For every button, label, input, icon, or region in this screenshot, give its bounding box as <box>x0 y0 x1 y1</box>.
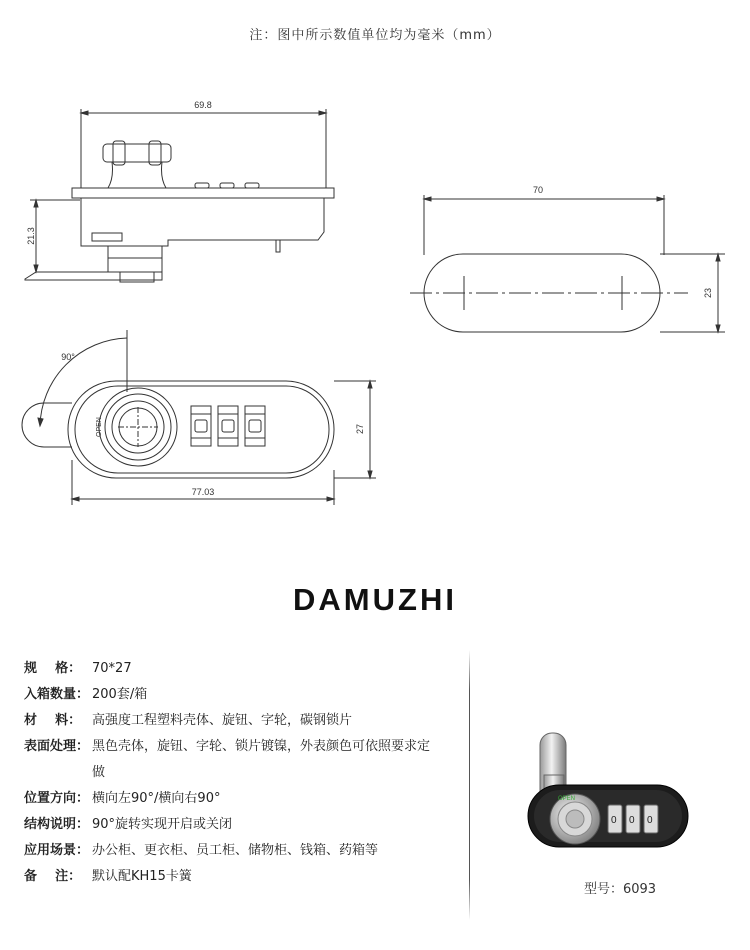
spec-value: 横向左90°/横向右90° <box>92 791 221 806</box>
svg-text:0: 0 <box>629 815 635 826</box>
plan-width-label: 70 <box>532 185 544 195</box>
spec-label: 入箱数量： <box>24 687 90 702</box>
spec-row-size <box>24 656 454 682</box>
plan-view <box>410 185 725 332</box>
spec-row-remark <box>24 864 454 890</box>
vertical-divider <box>469 650 470 920</box>
spec-value: 高强度工程塑料壳体、旋钮、字轮，碳钢锁片 <box>92 713 353 728</box>
spec-row-material <box>24 708 454 734</box>
plan-height-label: 23 <box>703 287 713 299</box>
front-view <box>22 330 376 505</box>
spec-label: 表面处理： <box>24 739 90 754</box>
svg-text:OPEN: OPEN <box>96 417 103 437</box>
product-photo <box>520 725 720 875</box>
brand-logo: DAMUZHI <box>293 582 457 617</box>
spec-row-application <box>24 838 454 864</box>
open-label: OPEN <box>558 796 576 802</box>
spec-value: 90°旋转实现开启或关闭 <box>92 817 233 832</box>
spec-row-orientation <box>24 786 454 812</box>
spec-value: 200套/箱 <box>92 687 148 702</box>
rotation-label: 90° <box>61 352 75 362</box>
side-width-label: 69.8 <box>194 100 212 110</box>
spec-label: 备 注： <box>24 869 82 884</box>
spec-value: 办公柜、更衣柜、员工柜、储物柜、钱箱、药箱等 <box>92 843 379 858</box>
spec-label: 应用场景： <box>24 843 90 858</box>
spec-label: 规 格： <box>24 661 82 676</box>
spec-value: 黑色壳体，旋钮、字轮、锁片镀镍，外表颜色可依照要求定做 <box>92 739 431 780</box>
spec-row-quantity <box>24 682 454 708</box>
front-width-label: 77.03 <box>191 487 215 497</box>
side-view <box>25 100 334 282</box>
unit-note: 注：图中所示数值单位均为毫米（mm） <box>249 28 501 43</box>
model-number: 型号：6093 <box>583 882 657 897</box>
spec-row-finish <box>24 734 454 786</box>
side-height-label: 21.3 <box>26 227 36 245</box>
spec-label: 结构说明： <box>24 817 90 832</box>
spec-value: 70*27 <box>92 661 132 676</box>
spec-label: 位置方向： <box>24 791 90 806</box>
spec-row-structure <box>24 812 454 838</box>
front-height-label: 27 <box>355 423 365 435</box>
spec-value: 默认配KH15卡簧 <box>92 869 192 884</box>
svg-text:0: 0 <box>611 815 617 826</box>
spec-list <box>24 656 454 890</box>
spec-label: 材 料： <box>24 713 82 728</box>
svg-text:0: 0 <box>647 815 653 826</box>
